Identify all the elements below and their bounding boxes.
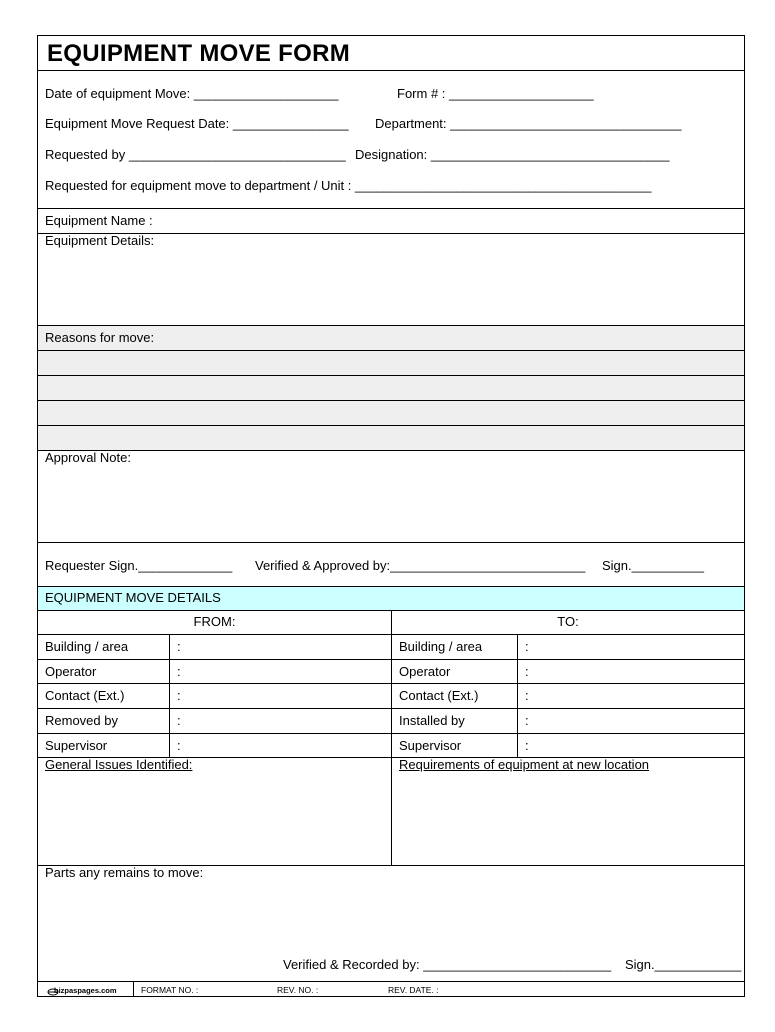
designation-field[interactable]: Designation: _________________________________ (355, 147, 670, 162)
rev-no-label: REV. NO. : (277, 985, 319, 995)
from-operator-value[interactable]: : (177, 664, 181, 679)
removed-by-value[interactable]: : (177, 713, 181, 728)
from-supervisor-label: Supervisor (45, 738, 108, 753)
installed-by-label: Installed by (399, 713, 465, 728)
divider (38, 70, 744, 71)
requirements-field[interactable]: Requirements of equipment at new location (399, 757, 650, 772)
verified-approved-field[interactable]: Verified & Approved by:___________________________ (255, 558, 586, 573)
column-divider (517, 634, 518, 757)
equipment-name-field[interactable]: Equipment Name : (45, 213, 153, 228)
equipment-move-form (37, 35, 745, 997)
from-contact-label: Contact (Ext.) (45, 688, 125, 703)
divider (38, 208, 744, 209)
parts-remaining-field[interactable]: Parts any remains to move: (45, 865, 204, 880)
divider (38, 450, 744, 451)
divider (38, 325, 744, 326)
from-header: FROM: (193, 614, 236, 629)
to-building-label: Building / area (399, 639, 483, 654)
to-contact-label: Contact (Ext.) (399, 688, 479, 703)
date-of-move-field[interactable]: Date of equipment Move: ____________________ (45, 86, 339, 101)
general-issues-field[interactable]: General Issues Identified: (45, 757, 193, 772)
reasons-line-1[interactable] (38, 351, 744, 375)
column-divider (169, 634, 170, 757)
to-building-value[interactable]: : (525, 639, 529, 654)
reasons-line-2[interactable] (38, 376, 744, 400)
requested-by-field[interactable]: Requested by ______________________________ (45, 147, 346, 162)
column-divider (391, 610, 392, 865)
form-number-field[interactable]: Form # : ____________________ (397, 86, 594, 101)
to-contact-value[interactable]: : (525, 688, 529, 703)
from-contact-value[interactable]: : (177, 688, 181, 703)
to-operator-value[interactable]: : (525, 664, 529, 679)
divider (38, 586, 744, 587)
form-title: EQUIPMENT MOVE FORM (47, 40, 351, 67)
requester-sign-field[interactable]: Requester Sign._____________ (45, 558, 233, 573)
to-operator-label: Operator (399, 664, 451, 679)
requested-for-field[interactable]: Requested for equipment move to department / Unit : _________________________________________ (45, 178, 652, 193)
reasons-line-3[interactable] (38, 401, 744, 425)
equipment-details-field[interactable]: Equipment Details: (45, 233, 155, 248)
from-operator-label: Operator (45, 664, 97, 679)
request-date-field[interactable]: Equipment Move Request Date: ________________ (45, 116, 349, 131)
department-field[interactable]: Department: ________________________________ (375, 116, 682, 131)
to-supervisor-value[interactable]: : (525, 738, 529, 753)
approval-note-field[interactable]: Approval Note: (45, 450, 131, 465)
verified-recorded-field[interactable]: Verified & Recorded by: __________________________ (283, 957, 612, 972)
installed-by-value[interactable]: : (525, 713, 529, 728)
reasons-line-4[interactable] (38, 426, 744, 450)
rev-date-label: REV. DATE. : (388, 985, 439, 995)
divider (38, 981, 744, 982)
column-divider (133, 981, 134, 996)
from-building-value[interactable]: : (177, 639, 181, 654)
removed-by-label: Removed by (45, 713, 118, 728)
to-header: TO: (557, 614, 579, 629)
move-details-header: EQUIPMENT MOVE DETAILS (45, 590, 221, 605)
reasons-for-move-label: Reasons for move: (45, 330, 155, 345)
format-no-label: FORMAT NO. : (141, 985, 199, 995)
from-supervisor-value[interactable]: : (177, 738, 181, 753)
logo: bizpaspages.com (54, 986, 117, 995)
divider (38, 542, 744, 543)
from-building-label: Building / area (45, 639, 129, 654)
recorded-sign-field[interactable]: Sign.____________ (625, 957, 742, 972)
to-supervisor-label: Supervisor (399, 738, 462, 753)
approval-sign-field[interactable]: Sign.__________ (602, 558, 704, 573)
